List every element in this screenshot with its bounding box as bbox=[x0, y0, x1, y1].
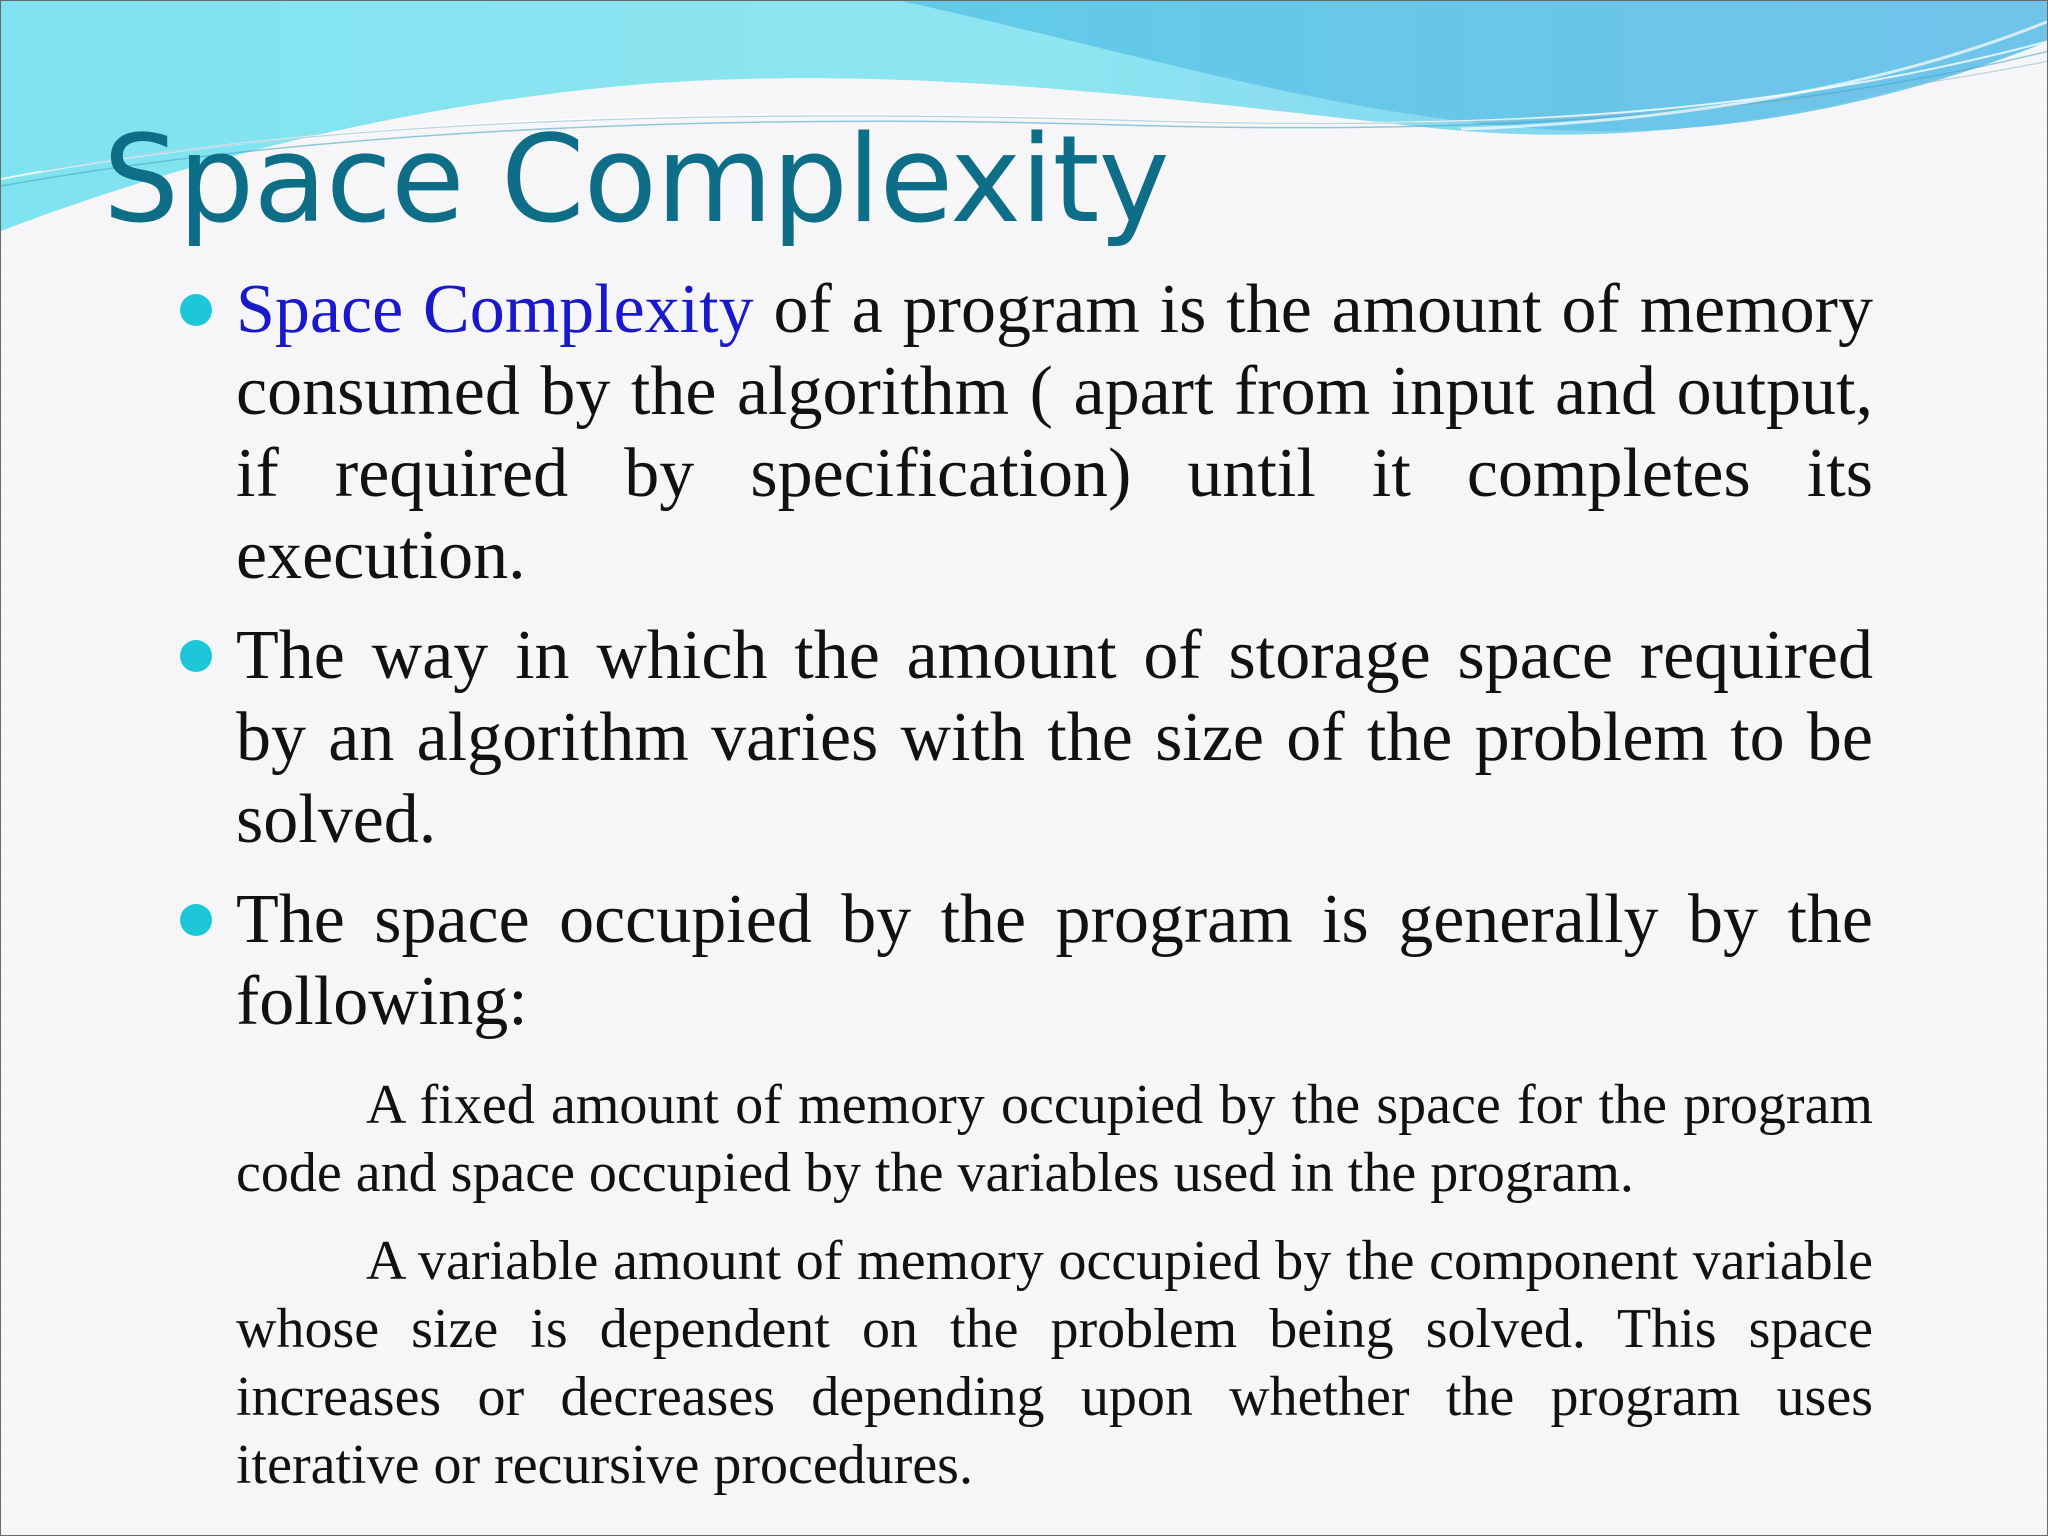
bullet-dot-icon bbox=[180, 294, 212, 326]
slide-title: Space Complexity bbox=[103, 111, 1169, 250]
bullet-text: The space occupied by the program is generally by the following: bbox=[236, 881, 1873, 1040]
sub-point bbox=[176, 1071, 1873, 1207]
sub-point-text: A fixed amount of memory occupied by the space for the program code and space occupied by the variables used in the program. bbox=[236, 1074, 1873, 1204]
bullet-point bbox=[176, 879, 1873, 1043]
bullet-dot-icon bbox=[180, 904, 212, 936]
sub-point bbox=[176, 1227, 1873, 1499]
bullet-text: The way in which the amount of storage space required by an algorithm varies with the size of the problem to be solved. bbox=[236, 617, 1873, 858]
bullet-point bbox=[176, 269, 1873, 597]
bullet-point bbox=[176, 615, 1873, 861]
highlighted-term: Space Complexity bbox=[236, 271, 754, 348]
bullet-dot-icon bbox=[180, 640, 212, 672]
bullet-text: of a program is the amount of memory consumed by the algorithm ( apart from input and output, if required by specification) until it completes its execution. bbox=[236, 271, 1873, 594]
slide-content bbox=[176, 269, 1873, 1519]
sub-point-text: A variable amount of memory occupied by the component variable whose size is dependent on the problem being solved. This space increases or decreases depending upon whether the program uses iterative or recursive procedures. bbox=[236, 1230, 1873, 1496]
